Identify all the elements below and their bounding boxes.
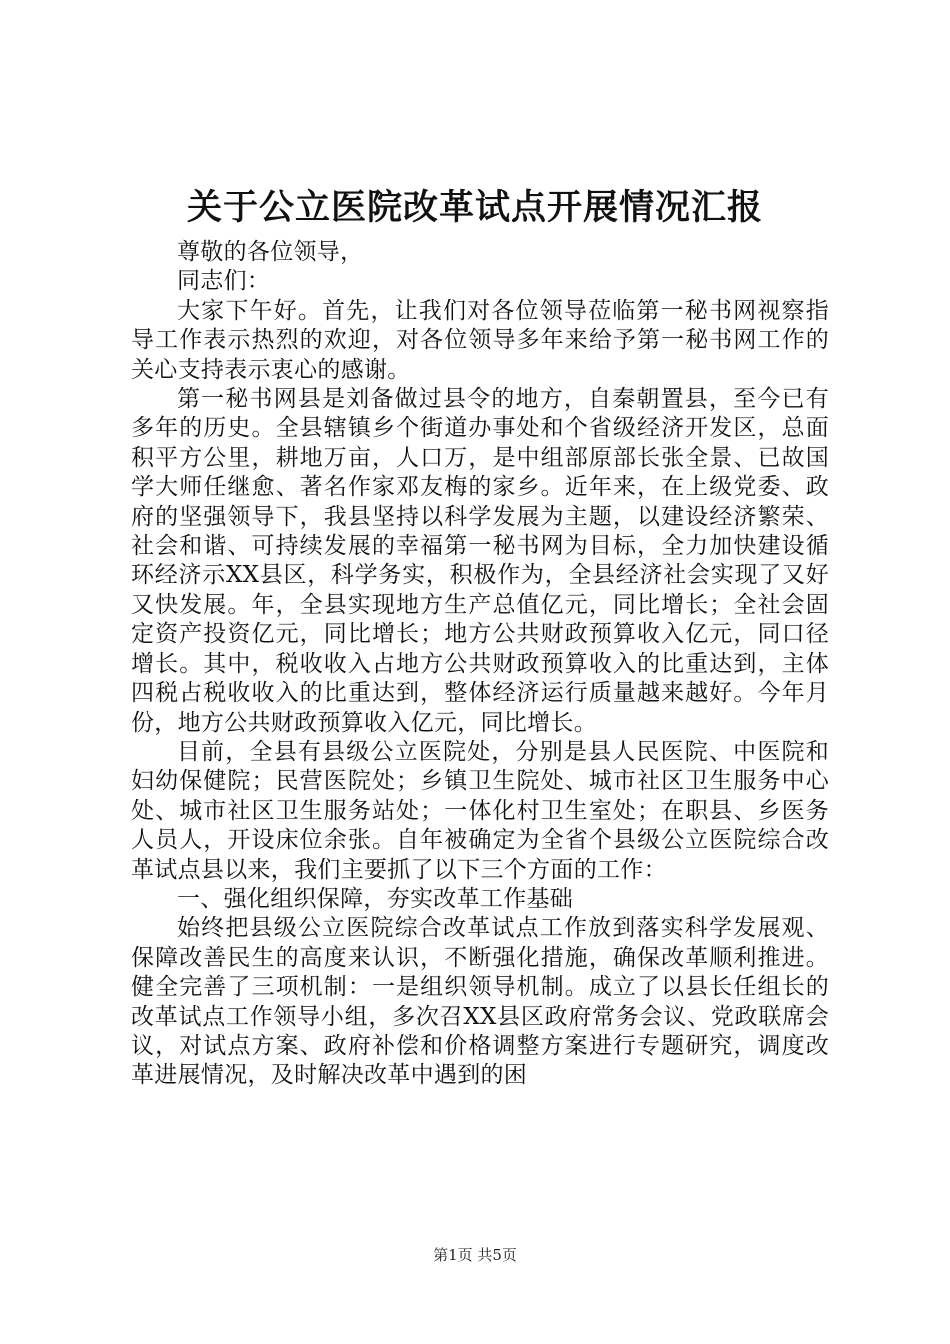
paragraph-organization: 始终把县级公立医院综合改革试点工作放到落实科学发展观、保障改善民生的高度来认识，不断强化措施，确保改革顺利推进。健全完善了三项机制：一是组织领导机制。成立了以县长任组长的改革试点工作领导小组，多次召XX县区政府常务会议、党政联席会议，对试点方案、政府补偿和价格调整方案进行专题研究，调度改革进展情况，及时解决改革中遇到的困	[131, 915, 829, 1089]
salutation-comrades: 同志们：	[177, 268, 271, 295]
paragraph-hospital-status: 目前，全县有县级公立医院处，分别是县人民医院、中医院和妇幼保健院；民营医院处；乡镇卫生院处、城市社区卫生服务中心处、城市社区卫生服务站处；一体化村卫生室处；在职县、乡医务人员人，开设床位余张。自年被确定为全省个县级公立医院综合改革试点县以来，我们主要抓了以下三个方面的工作：	[131, 738, 829, 883]
document-title: 关于公立医院改革试点开展情况汇报	[186, 187, 763, 228]
paragraph-welcome: 大家下午好。首先，让我们对各位领导莅临第一秘书网视察指导工作表示热烈的欢迎，对各位领导多年来给予第一秘书网工作的关心支持表示衷心的感谢。	[131, 297, 829, 383]
page-footer: 第1页 共5页	[433, 1246, 517, 1264]
section-heading-1: 一、强化组织保障，夯实改革工作基础	[177, 885, 574, 912]
paragraph-county-overview: 第一秘书网县是刘备做过县令的地方，自秦朝置县，至今已有多年的历史。全县辖镇乡个街道办事处和个省级经济开发区，总面积平方公里，耕地万亩，人口万，是中组部原部长张全景、已故国学大师任继愈、著名作家邓友梅的家乡。近年来，在上级党委、政府的坚强领导下，我县坚持以科学发展为主题，以建设经济繁荣、社会和谐、可持续发展的幸福第一秘书网为目标，全力加快建设循环经济示XX县区，科学务实，积极作为，全县经济社会实现了又好又快发展。年，全县实现地方生产总值亿元，同比增长；全社会固定资产投资亿元，同比增长；地方公共财政预算收入亿元，同口径增长。其中，税收收入占地方公共财政预算收入的比重达到，主体四税占税收收入的比重达到，整体经济运行质量越来越好。今年月份，地方公共财政预算收入亿元，同比增长。	[131, 386, 829, 736]
salutation-leaders: 尊敬的各位领导，	[177, 239, 364, 265]
document-body	[131, 238, 829, 1091]
